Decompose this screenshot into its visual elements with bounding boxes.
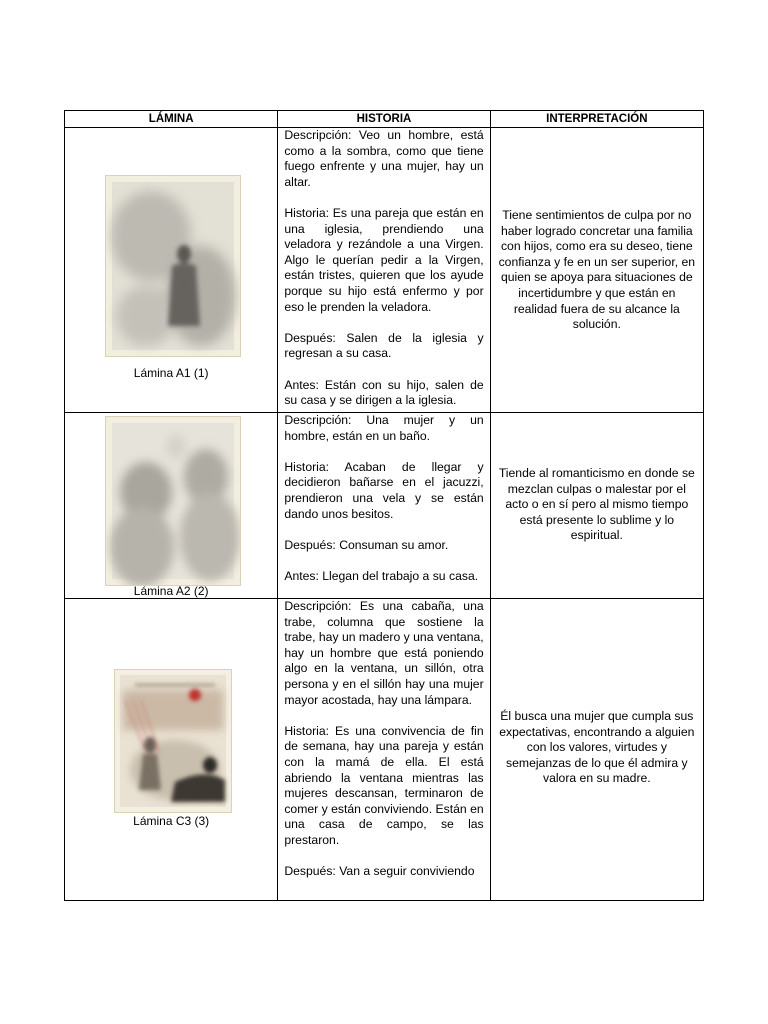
lamina-cell — [65, 128, 278, 413]
plate-image-c3 — [114, 669, 232, 813]
historia-cell — [278, 128, 490, 413]
historia-antes: Antes: Están con su hijo, salen de su casa y se dirigen a la iglesia. — [284, 377, 484, 408]
plate-caption: Lámina A1 (1) — [133, 366, 209, 380]
analysis-table — [64, 110, 704, 901]
header-lamina: LÁMINA — [65, 111, 278, 128]
table-row — [65, 413, 704, 599]
historia-despues: Después: Van a seguir conviviendo — [284, 864, 475, 879]
historia-descripcion: Descripción: Veo un hombre, está como a la sombra, como que tiene fuego enfrente y una mujer, hay un altar. — [284, 128, 484, 189]
historia-despues: Después: Consuman su amor. — [284, 537, 449, 552]
header-historia: HISTORIA — [278, 111, 490, 128]
interpretacion-cell — [490, 128, 703, 413]
interpretacion-cell — [490, 413, 703, 599]
plate-caption: Lámina C3 (3) — [133, 814, 210, 828]
plate-caption: Lámina A2 (2) — [133, 584, 209, 598]
lamina-cell — [65, 413, 278, 599]
table-row — [65, 599, 704, 901]
interpretacion-text: Tiene sentimientos de culpa por no haber logrado concretar una familia con hijos, como era su deseo, tiene confianza y fe en un ser superior, en quien se apoya para situaciones de incertidumbre y que están en realidad fuera de su alcance la solución. — [498, 208, 696, 332]
historia-historia: Historia: Es una convivencia de fin de semana, hay una pareja y están con la mamá de ella. El está abriendo la ventana mientras las mujeres descansan, terminaron de comer y están conviviendo. Están en una casa de campo, se las prestaron. — [284, 723, 484, 847]
lamina-cell — [65, 599, 278, 901]
interpretacion-text: Tiende al romanticismo en donde se mezclan culpas o malestar por el acto o en sí pero al mismo tiempo está presente lo sublime y lo espiritual. — [498, 466, 695, 543]
plate-image-a1 — [105, 175, 241, 357]
historia-cell — [278, 599, 490, 901]
header-interpretacion: INTERPRETACIÓN — [490, 111, 703, 128]
plate-image-a2 — [105, 416, 241, 586]
historia-historia: Historia: Es una pareja que están en una iglesia, prendiendo una veladora y rezándole a una Virgen. Algo le querían pedir a la Virgen, están tristes, quieren que los ayude porque su hijo está enfermo y por eso le prenden la veladora. — [284, 205, 484, 314]
historia-cell — [278, 413, 490, 599]
interpretacion-cell — [490, 599, 703, 901]
table-row — [65, 128, 704, 413]
historia-descripcion: Descripción: Es una cabaña, una trabe, columna que sostiene la trabe, hay un madero y una ventana, hay un hombre que está poniendo algo en la ventana, un sillón, otra persona y en el sillón hay una mujer mayor acostada, hay una lámpara. — [284, 599, 484, 707]
historia-antes: Antes: Llegan del trabajo a su casa. — [284, 568, 479, 583]
historia-descripcion: Descripción: Una mujer y un hombre, están en un baño. — [284, 413, 484, 443]
historia-historia: Historia: Acaban de llegar y decidieron bañarse en el jacuzzi, prendieron una vela y se están dando unos besitos. — [284, 459, 484, 521]
table-header-row — [65, 111, 704, 128]
interpretacion-text: Él busca una mujer que cumpla sus expectativas, encontrando a alguien con los valores, virtudes y semejanzas de lo que él admira y valora en su madre. — [499, 709, 695, 786]
historia-despues: Después: Salen de la iglesia y regresan a su casa. — [284, 330, 484, 361]
